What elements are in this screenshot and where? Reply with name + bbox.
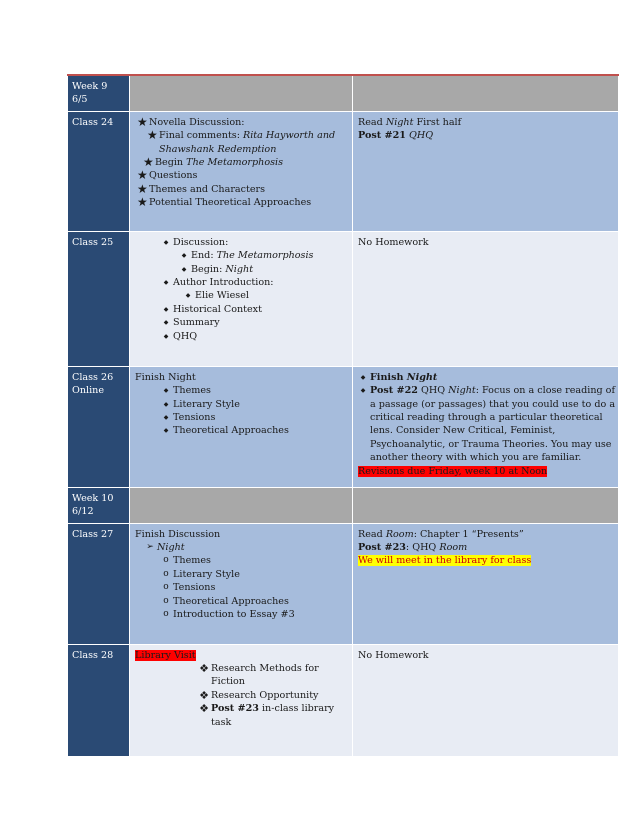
list-item: ◆ Finish Night xyxy=(370,371,616,384)
list-item: ◆ Discussion: xyxy=(173,236,347,249)
list-item: ◆ Themes xyxy=(173,384,347,397)
class-label xyxy=(68,366,130,487)
class-row xyxy=(68,366,619,487)
diamond-bullet-icon: ◆ xyxy=(163,414,169,422)
week-row xyxy=(68,487,619,523)
class-topics xyxy=(130,644,353,756)
week-date: 6/5 xyxy=(72,94,88,106)
diamond-bullet-icon: ◆ xyxy=(163,387,169,395)
week-cell xyxy=(130,487,353,523)
list-item: ★ Novella Discussion: xyxy=(137,114,245,129)
class-row xyxy=(68,523,619,644)
circle-bullet-icon: o xyxy=(163,555,169,566)
week-title: Week 10 xyxy=(72,492,114,504)
diamond-bullet-icon: ◆ xyxy=(163,427,169,435)
list-item: ◆ Tensions xyxy=(173,411,347,424)
week-cell xyxy=(353,487,619,523)
diamond-bullet-icon: ◆ xyxy=(163,305,169,313)
class-row xyxy=(68,111,619,231)
class-homework: No Homework xyxy=(353,231,619,366)
class-label: Class 27 xyxy=(68,523,130,644)
class-topics xyxy=(130,111,353,231)
list-item: ◆ QHQ xyxy=(173,330,347,343)
diamond-bullet-icon: ◆ xyxy=(163,332,169,340)
circle-bullet-icon: o xyxy=(163,609,169,620)
topic-lead: Finish Discussion xyxy=(135,528,221,540)
list-item: ★ Questions xyxy=(137,168,198,183)
class-mode: Online xyxy=(72,385,105,397)
four-diamond-bullet-icon: ❖ xyxy=(199,688,209,702)
list-item: o Theoretical Approaches xyxy=(173,595,347,608)
week-title: Week 9 xyxy=(72,81,108,92)
list-item: ★ Themes and Characters xyxy=(137,181,266,196)
list-item: ★ Potential Theoretical Approaches xyxy=(137,195,312,210)
revisions-note: Revisions due Friday, week 10 at Noon xyxy=(358,465,548,477)
list-item: ◆ Elie Wiesel xyxy=(195,289,347,302)
class-topics xyxy=(130,523,353,644)
list-item: ★ Final comments: Rita Hayworth and Shawshank Redemption xyxy=(147,128,336,155)
week-cell xyxy=(353,75,619,111)
list-item: ➢ Night xyxy=(146,542,185,554)
star-bullet-icon: ★ xyxy=(147,128,158,143)
schedule-table xyxy=(67,74,619,757)
list-item: ❖ Research Opportunity xyxy=(199,688,319,702)
class-label: Class 28 xyxy=(68,644,130,756)
class-label: Class 24 xyxy=(68,111,130,231)
list-item: o Tensions xyxy=(173,581,347,594)
week-label xyxy=(68,75,130,111)
arrowhead-bullet-icon: ➢ xyxy=(146,542,154,553)
topic-lead: Library Visit xyxy=(135,649,196,661)
diamond-bullet-icon: ◆ xyxy=(163,319,169,327)
star-bullet-icon: ★ xyxy=(137,168,148,183)
star-bullet-icon: ★ xyxy=(137,195,148,210)
star-bullet-icon: ★ xyxy=(143,155,154,170)
circle-bullet-icon: o xyxy=(163,595,169,606)
week-label xyxy=(68,487,130,523)
list-item: ◆ Historical Context xyxy=(173,303,347,316)
diamond-bullet-icon: ◆ xyxy=(163,238,169,246)
list-item: ◆ Author Introduction: xyxy=(173,276,347,289)
circle-bullet-icon: o xyxy=(163,568,169,579)
list-item: ★ Begin The Metamorphosis xyxy=(143,155,284,170)
four-diamond-bullet-icon: ❖ xyxy=(199,662,209,676)
diamond-bullet-icon: ◆ xyxy=(181,252,187,260)
star-bullet-icon: ★ xyxy=(137,114,148,129)
class-row xyxy=(68,644,619,756)
list-item: ◆ Begin: Night xyxy=(191,263,347,276)
list-item: ◆ Post #22 QHQ Night: Focus on a close reading of a passage (or passages) that you could use to do a critical reading through a particular theoretical lens. Consider New Critical, Feminist, Psychoanalytic, or Trauma Theories. You may use another theory with which you are familiar. xyxy=(370,384,616,464)
four-diamond-bullet-icon: ❖ xyxy=(199,702,209,716)
library-note: We will meet in the library for class xyxy=(358,555,532,567)
diamond-bullet-icon: ◆ xyxy=(163,279,169,287)
class-topics xyxy=(130,366,353,487)
diamond-bullet-icon: ◆ xyxy=(181,265,187,273)
class-homework xyxy=(353,111,619,231)
list-item: o Literary Style xyxy=(173,568,347,581)
class-homework xyxy=(353,366,619,487)
star-bullet-icon: ★ xyxy=(137,181,148,196)
list-item: ◆ Literary Style xyxy=(173,398,347,411)
diamond-bullet-icon: ◆ xyxy=(360,387,366,395)
diamond-bullet-icon: ◆ xyxy=(163,400,169,408)
homework-reading: Read Room: Chapter 1 “Presents” xyxy=(358,528,524,540)
list-item: o Themes xyxy=(173,554,347,567)
class-number: Class 26 xyxy=(72,371,114,383)
class-topics xyxy=(130,231,353,366)
class-homework xyxy=(353,523,619,644)
list-item: ❖ Post #23 in-class library task xyxy=(199,702,335,728)
homework-post: Post #23: QHQ Room xyxy=(358,542,468,554)
list-item: ◆ End: The Metamorphosis xyxy=(191,249,347,262)
list-item: ◆ Summary xyxy=(173,316,347,329)
week-cell xyxy=(130,75,353,111)
diamond-bullet-icon: ◆ xyxy=(185,292,191,300)
homework-reading: Read Night First half xyxy=(358,116,462,128)
week-row xyxy=(68,75,619,111)
diamond-bullet-icon: ◆ xyxy=(360,373,366,381)
week-date: 6/12 xyxy=(72,506,94,518)
class-row xyxy=(68,231,619,366)
list-item: ◆ Theoretical Approaches xyxy=(173,424,347,437)
class-label: Class 25 xyxy=(68,231,130,366)
class-homework: No Homework xyxy=(353,644,619,756)
circle-bullet-icon: o xyxy=(163,582,169,593)
list-item: o Introduction to Essay #3 xyxy=(173,608,347,621)
list-item: ❖ Research Methods for Fiction xyxy=(199,662,319,688)
topic-lead: Finish Night xyxy=(135,371,196,383)
homework-post: Post #21 QHQ xyxy=(358,130,434,142)
